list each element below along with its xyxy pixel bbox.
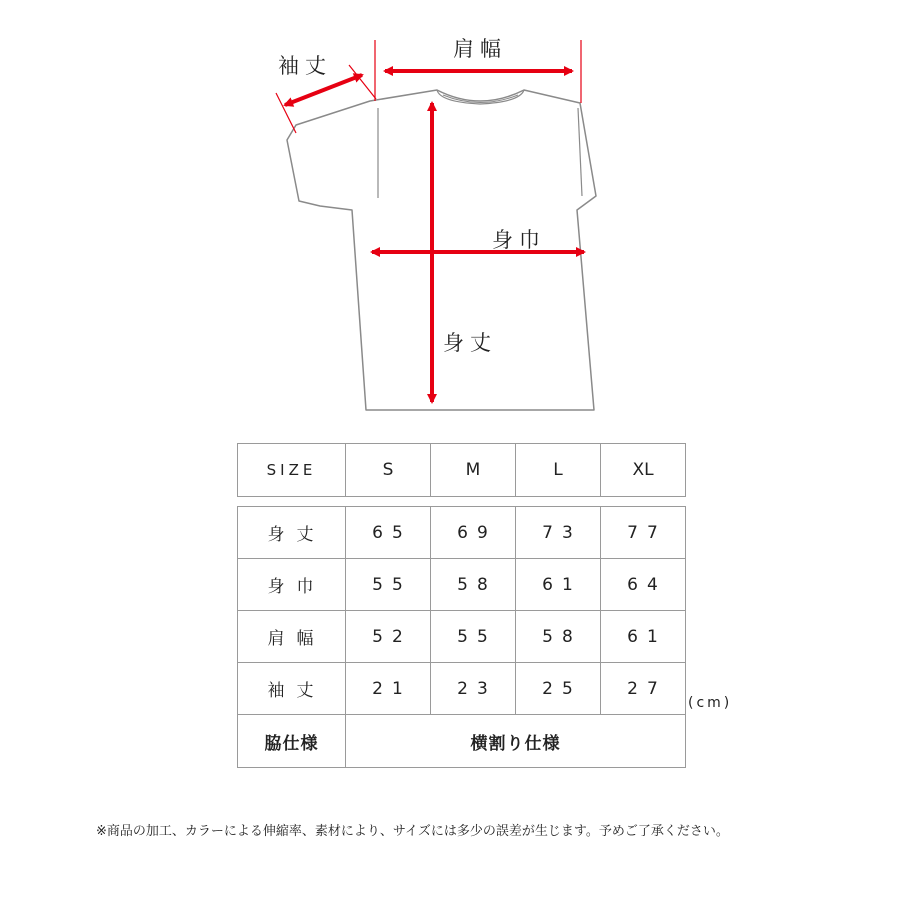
size-measurement-table: [237, 506, 686, 768]
cell-value: 52: [346, 611, 431, 663]
sleeve-length-label: 袖丈: [278, 54, 332, 78]
cell-value: 77: [601, 507, 686, 559]
row-label: 身丈: [238, 507, 346, 559]
cell-value: 23: [431, 663, 516, 715]
cell-value: 55: [346, 559, 431, 611]
sleeve-ext-top: [349, 65, 376, 99]
cell-value: 27: [601, 663, 686, 715]
table-row-side-seam: [238, 715, 686, 768]
body-length-label: 身丈: [443, 331, 497, 355]
cell-value: 61: [601, 611, 686, 663]
cell-value: 55: [431, 611, 516, 663]
size-header-table: [237, 443, 686, 497]
table-row-body-width: [238, 559, 686, 611]
right-armhole-seam: [578, 108, 582, 196]
disclaimer-note: ※商品の加工、カラーによる伸縮率、素材により、サイズには多少の誤差が生じます。予めご了承ください。: [96, 824, 729, 839]
cell-value: 65: [346, 507, 431, 559]
size-l: L: [516, 444, 601, 497]
table-row-body-length: [238, 507, 686, 559]
table-row-shoulder-width: [238, 611, 686, 663]
cell-value: 61: [516, 559, 601, 611]
cell-value: 25: [516, 663, 601, 715]
sleeve-ext-bottom: [276, 93, 296, 133]
cell-value: 64: [601, 559, 686, 611]
tshirt-collar: [437, 90, 524, 104]
side-seam-value: 横割り仕様: [346, 715, 686, 768]
body-width-label: 身巾: [492, 228, 546, 252]
size-s: S: [346, 444, 431, 497]
row-label: 肩幅: [238, 611, 346, 663]
size-xl: XL: [601, 444, 686, 497]
cell-value: 21: [346, 663, 431, 715]
side-seam-label: 脇仕様: [238, 715, 346, 768]
cell-value: 73: [516, 507, 601, 559]
size-header-row: [238, 444, 686, 497]
cell-value: 69: [431, 507, 516, 559]
row-label: 袖丈: [238, 663, 346, 715]
tshirt-measurement-diagram: [0, 0, 920, 430]
size-header-label: SIZE: [238, 444, 346, 497]
cell-value: 58: [516, 611, 601, 663]
cell-value: 58: [431, 559, 516, 611]
unit-label: (cm): [688, 695, 733, 711]
row-label: 身巾: [238, 559, 346, 611]
shoulder-width-label: 肩幅: [453, 37, 507, 61]
size-m: M: [431, 444, 516, 497]
table-row-sleeve-length: [238, 663, 686, 715]
